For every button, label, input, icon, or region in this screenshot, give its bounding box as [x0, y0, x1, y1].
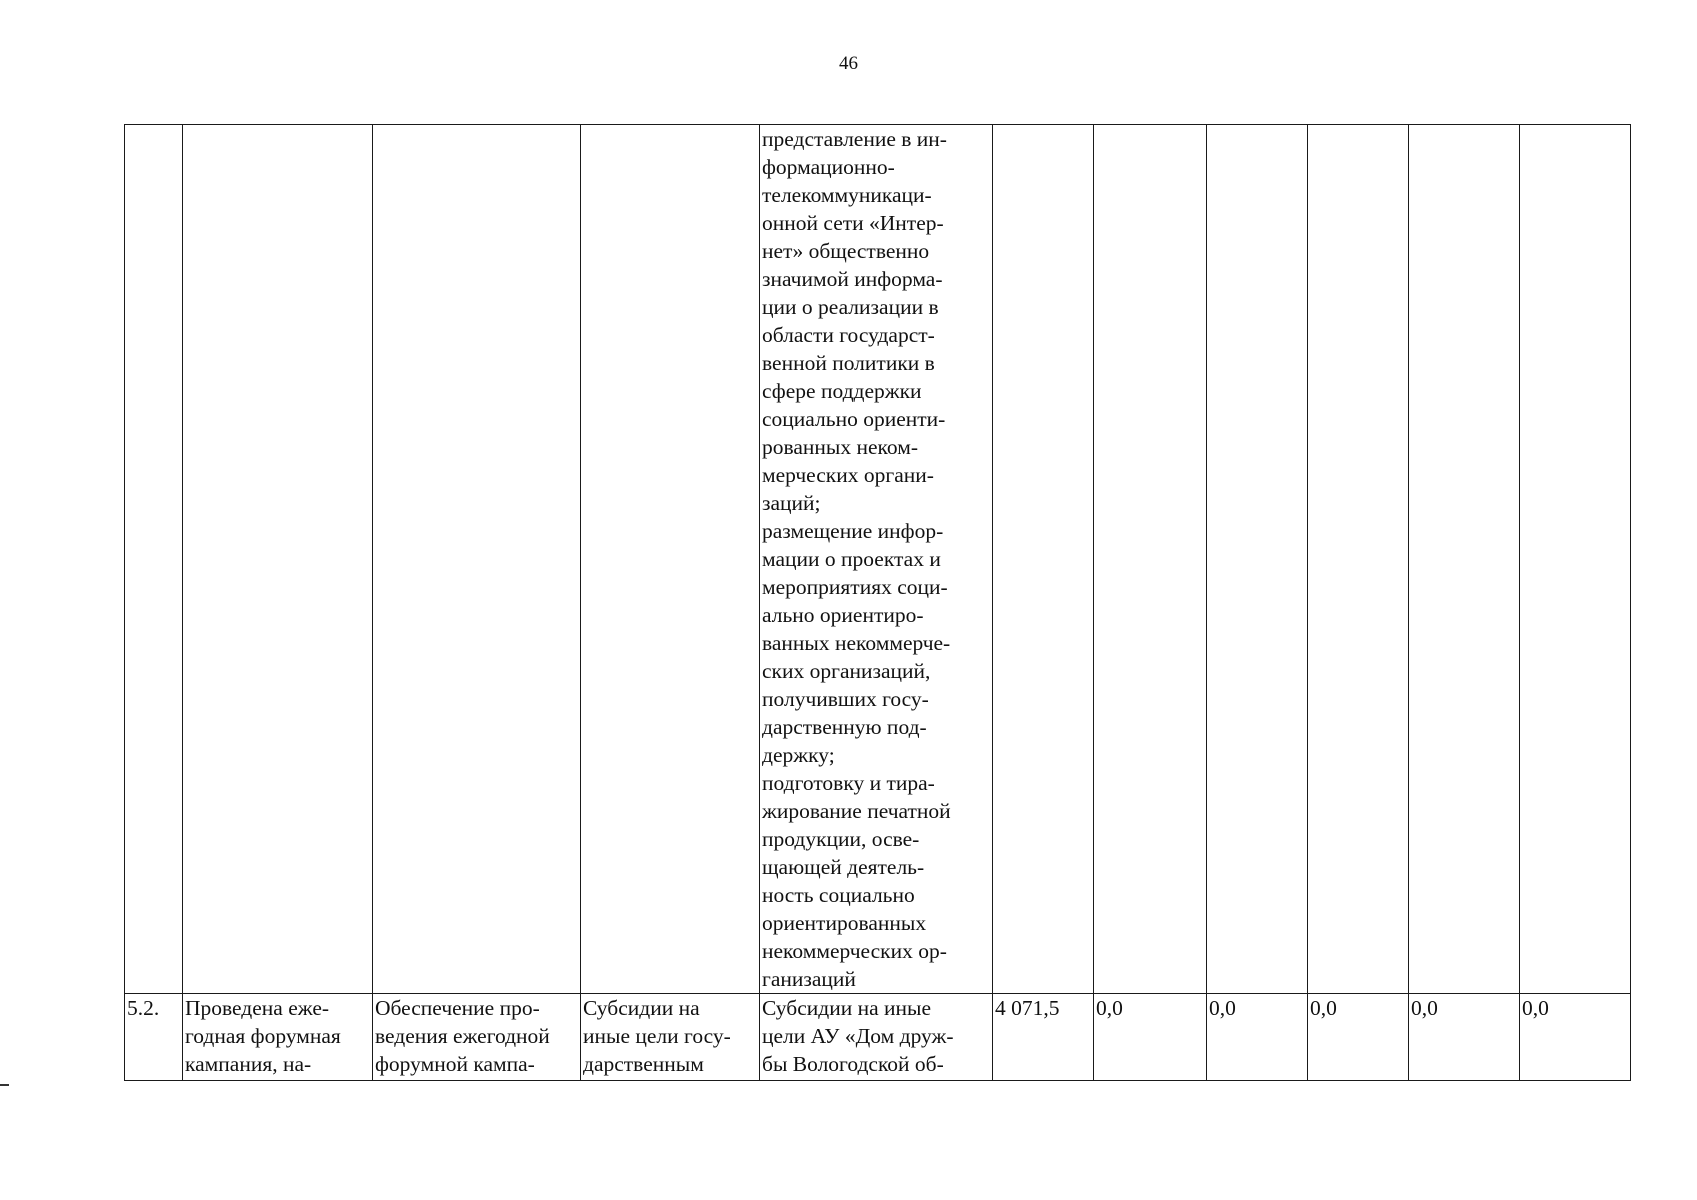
cell-expense-type	[581, 125, 760, 994]
value-1: 0,0	[1094, 994, 1207, 1081]
result-text: Проведена еже- годная форумная кампания, на-	[183, 994, 373, 1081]
cell-measure	[373, 125, 581, 994]
cell-amount	[993, 125, 1094, 994]
cell-value-5	[1520, 125, 1631, 994]
scan-edge-mark	[0, 1084, 9, 1086]
table-row-continuation	[125, 125, 1631, 994]
cell-number	[125, 125, 183, 994]
program-table	[124, 124, 1631, 1081]
description-text: Субсидии на иные цели АУ «Дом друж- бы Вологодской об-	[760, 994, 993, 1081]
value-4: 0,0	[1409, 994, 1520, 1081]
measure-text: Обеспечение про- ведения ежегодной форумной кампа-	[373, 994, 581, 1081]
cell-value-3	[1308, 125, 1409, 994]
expense-type-text: Субсидии на иные цели госу- дарственным	[581, 994, 760, 1081]
cell-result	[183, 125, 373, 994]
cell-value-2	[1207, 125, 1308, 994]
cell-value-1	[1094, 125, 1207, 994]
cell-description: представление в ин- формационно- телекоммуникаци- онной сети «Интер- нет» общественно значимой информа- ции о реализации в области государст- венной политики в сфере поддержки социально ориенти- рованных неком- мерческих органи- заций; размещение инфор- мации о проектах и мероприятиях соци- ально ориентиро- ванных некоммерче- ских организаций, получивших госу- дарственную под- держку; подготовку и тира- жирование печатной продукции, осве- щающей деятель- ность социально ориентированных некоммерческих ор- ганизаций	[760, 125, 993, 994]
page-number: 46	[839, 53, 858, 74]
row-number: 5.2.	[125, 994, 183, 1081]
amount-value: 4 071,5	[993, 994, 1094, 1081]
value-2: 0,0	[1207, 994, 1308, 1081]
value-3: 0,0	[1308, 994, 1409, 1081]
table-row-5-2	[125, 994, 1631, 1081]
value-5: 0,0	[1520, 994, 1631, 1081]
cell-value-4	[1409, 125, 1520, 994]
